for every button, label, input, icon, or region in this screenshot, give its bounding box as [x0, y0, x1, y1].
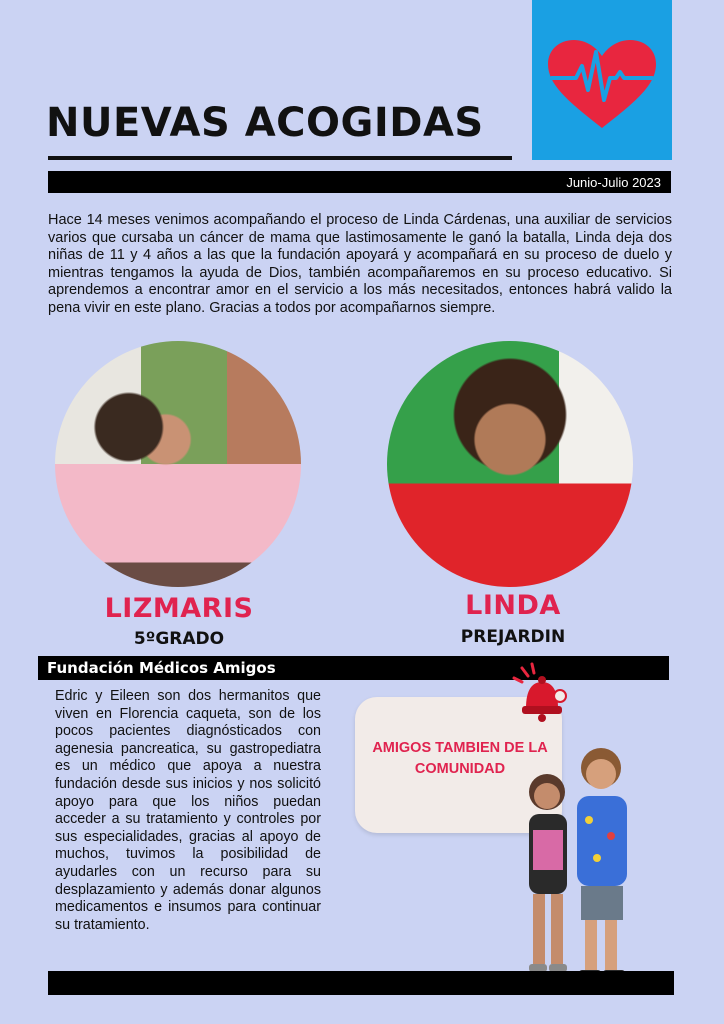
child-grade: PREJARDIN: [460, 627, 566, 647]
date-bar: [48, 171, 671, 193]
title-underline: [48, 156, 512, 160]
bottom-bar: [48, 971, 674, 995]
heart-pulse-icon: [546, 38, 658, 130]
date-range: Junio-Julio 2023: [566, 174, 661, 190]
logo-box: [532, 0, 672, 160]
page-title: NUEVAS ACOGIDAS: [46, 100, 484, 146]
section-title: Fundación Médicos Amigos: [47, 659, 276, 677]
child-grade: 5ºGRADO: [133, 629, 225, 649]
child-name: LIZMARIS: [104, 593, 254, 624]
photo-linda: [387, 341, 633, 587]
kids-photo: [505, 740, 655, 995]
photo-lizmaris: [55, 341, 301, 587]
story-paragraph: Edric y Eileen son dos hermanitos que viven en Florencia caqueta, son de los pocos pacientes diagnósticados con agenesia pancreatica, su gastropediatra es un médico que apoya a nuestra fundación desde sus inicios y nos solicitó apoyo para que los niños puedan acceder a su tratamiento y controles por sus especialidades, gracias al apoyo de muchos, tuvimos la posibilidad de ayudarles con un recurso para su desplazamiento y además donar algunos medicamentos e insumos para continuar su tratamiento.: [55, 688, 321, 933]
callout-text: AMIGOS TAMBIEN DE LA COMUNIDAD: [372, 740, 548, 777]
intro-paragraph: Hace 14 meses venimos acompañando el proceso de Linda Cárdenas, una auxiliar de servicios varios que cursaba un cáncer de mama que lastimosamente le ganó la batalla, Linda deja dos niñas de 11 y 4 años a las que la fundación apoyará y acompañará en su proceso de duelo y mientras tengamos la ayuda de Dios, también acompañaremos en su proceso educativo. Si aprendemos a encontrar amor en el servicio a los más necesitados, entonces habrá valido la pena vivir en este plano. Gracias a todos por acompañarnos siempre.: [48, 212, 672, 316]
bell-icon: [508, 660, 572, 724]
section-header-bar: [38, 656, 669, 680]
child-name: LINDA: [465, 590, 561, 621]
